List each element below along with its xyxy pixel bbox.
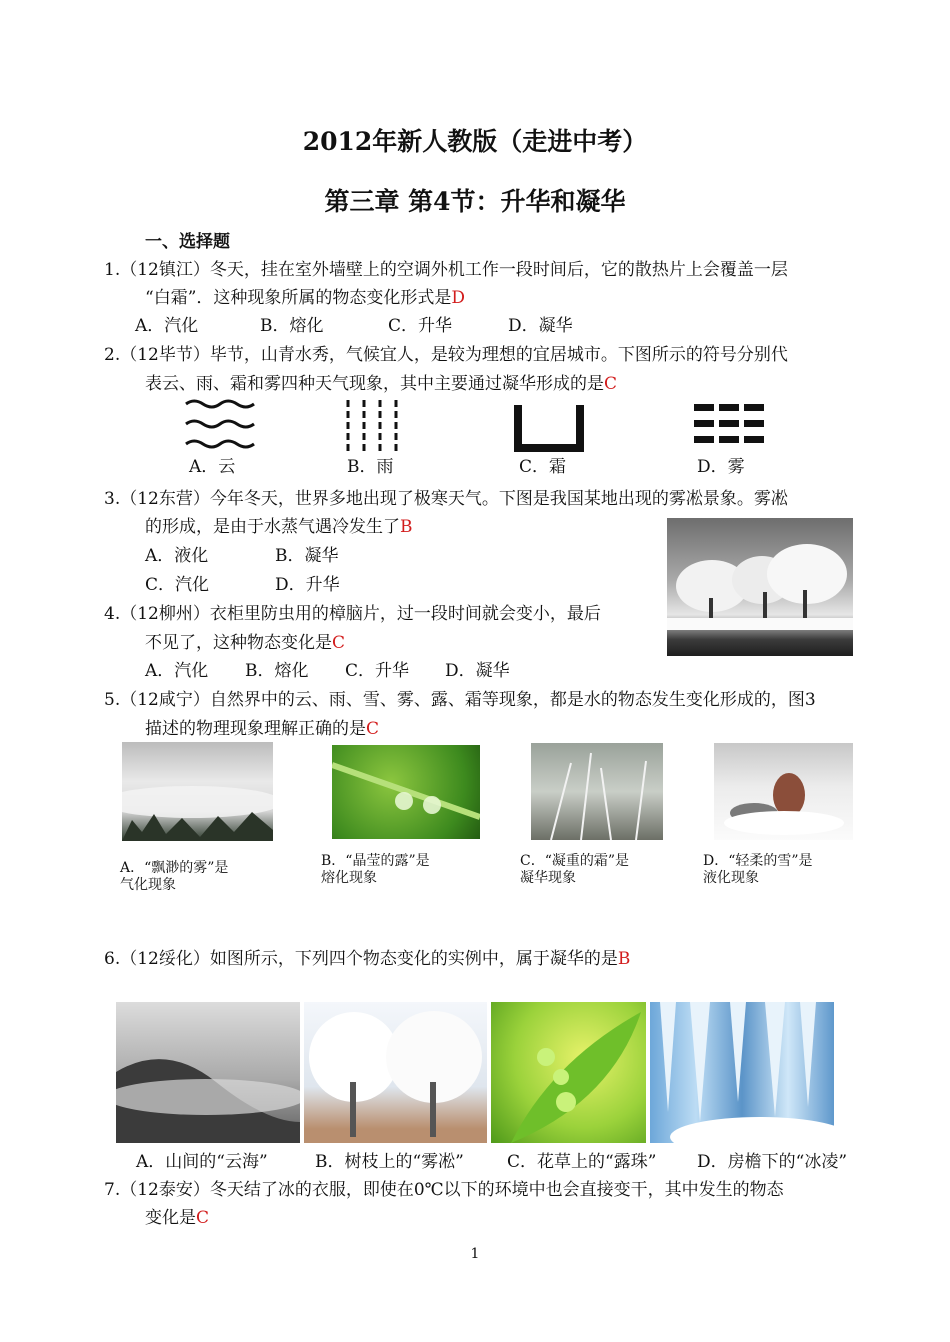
fog-symbol-icon	[694, 404, 764, 452]
document-subtitle: 第三章 第4节：升华和凝华	[324, 187, 626, 216]
frost-symbol-icon	[514, 405, 584, 453]
q1-option-b: B．熔化	[260, 316, 324, 336]
sea-of-clouds-photo	[116, 1002, 300, 1143]
q3-option-b: B．凝华	[275, 546, 339, 566]
document-title: 2012年新人教版（走进中考）	[302, 127, 648, 156]
q1-answer: D	[451, 288, 466, 308]
q4-option-a: A．汽化	[145, 661, 209, 681]
q6-caption-b: B．树枝上的“雾凇”	[315, 1152, 464, 1172]
q4-option-c: C．升华	[345, 661, 410, 681]
icicles-photo	[650, 1002, 834, 1143]
q4-option-d: D．凝华	[445, 661, 510, 681]
q6-caption-d: D．房檐下的“冰凌”	[697, 1152, 848, 1172]
q4-answer: C	[332, 633, 346, 653]
dew-photo	[332, 745, 480, 839]
dewdrop-photo	[491, 1002, 646, 1143]
q3-option-a: A．液化	[145, 546, 209, 566]
q5-caption-d: D．“轻柔的雪”是 液化现象	[703, 853, 813, 886]
page-number: 1	[470, 1246, 480, 1262]
rain-symbol-icon	[343, 400, 403, 452]
q5-caption-c: C．“凝重的霜”是 凝华现象	[520, 853, 630, 886]
q4-option-b: B．熔化	[245, 661, 309, 681]
section-heading: 一、选择题	[145, 232, 230, 252]
q7-stem-line2: 变化是C	[145, 1208, 210, 1228]
q1-stem-line2: “白霜”．这种现象所属的物态变化形式是D	[145, 288, 466, 308]
q6-answer: B	[617, 949, 631, 969]
q5-caption-a: A．“飘渺的雾”是 气化现象	[120, 860, 229, 893]
q2-symbol-label-c: C．霜	[519, 457, 567, 477]
q5-stem-line1: 5.（12咸宁）自然界中的云、雨、雪、雾、露、霜等现象，都是水的物态发生变化形成的，图3	[104, 690, 816, 710]
q3-answer: B	[400, 517, 413, 537]
q4-stem-line2: 不见了，这种物态变化是C	[145, 633, 346, 653]
q6-caption-a: A．山间的“云海”	[136, 1152, 268, 1172]
q2-stem-line1: 2.（12毕节）毕节，山青水秀，气候宜人，是较为理想的宜居城市。下图所示的符号分别代	[104, 345, 788, 365]
q7-stem-line1: 7.（12泰安）冬天结了冰的衣服，即使在0℃以下的环境中也会直接变干，其中发生的物态	[104, 1180, 784, 1200]
q7-answer: C	[196, 1208, 210, 1228]
q1-option-d: D．凝华	[508, 316, 573, 336]
q1-option-a: A．汽化	[135, 316, 199, 336]
q4-stem-line1: 4.（12柳州）衣柜里防虫用的樟脑片，过一段时间就会变小，最后	[104, 604, 601, 624]
q5-answer: C	[366, 719, 380, 739]
q6-stem-line1: 6.（12绥化）如图所示，下列四个物态变化的实例中，属于凝华的是B	[104, 949, 631, 969]
q5-caption-b: B．“晶莹的露”是 熔化现象	[321, 853, 430, 886]
fog-photo	[122, 742, 273, 841]
cloud-symbol-icon	[183, 396, 257, 452]
q1-stem-line1: 1.（12镇江）冬天，挂在室外墙壁上的空调外机工作一段时间后，它的散热片上会覆盖一层	[104, 260, 788, 280]
q2-answer: C	[604, 374, 618, 394]
rime-trees-photo	[667, 518, 853, 656]
q3-stem-line1: 3.（12东营）今年冬天，世界多地出现了极寒天气。下图是我国某地出现的雾凇景象。雾凇	[104, 489, 788, 509]
snow-photo	[714, 743, 853, 840]
rime-photo	[304, 1002, 487, 1143]
q2-symbol-label-d: D．雾	[697, 457, 745, 477]
q3-option-c: C．汽化	[145, 575, 210, 595]
q6-caption-c: C．花草上的“露珠”	[507, 1152, 657, 1172]
frost-photo	[531, 743, 663, 840]
q3-option-d: D．升华	[275, 575, 340, 595]
q2-symbol-label-a: A．云	[189, 457, 236, 477]
q2-symbol-label-b: B．雨	[347, 457, 394, 477]
q5-stem-line2: 描述的物理现象理解正确的是C	[145, 719, 380, 739]
q1-option-c: C．升华	[388, 316, 453, 336]
q2-stem-line2: 表云、雨、霜和雾四种天气现象，其中主要通过凝华形成的是C	[145, 374, 618, 394]
q3-stem-line2: 的形成，是由于水蒸气遇冷发生了B	[145, 517, 413, 537]
